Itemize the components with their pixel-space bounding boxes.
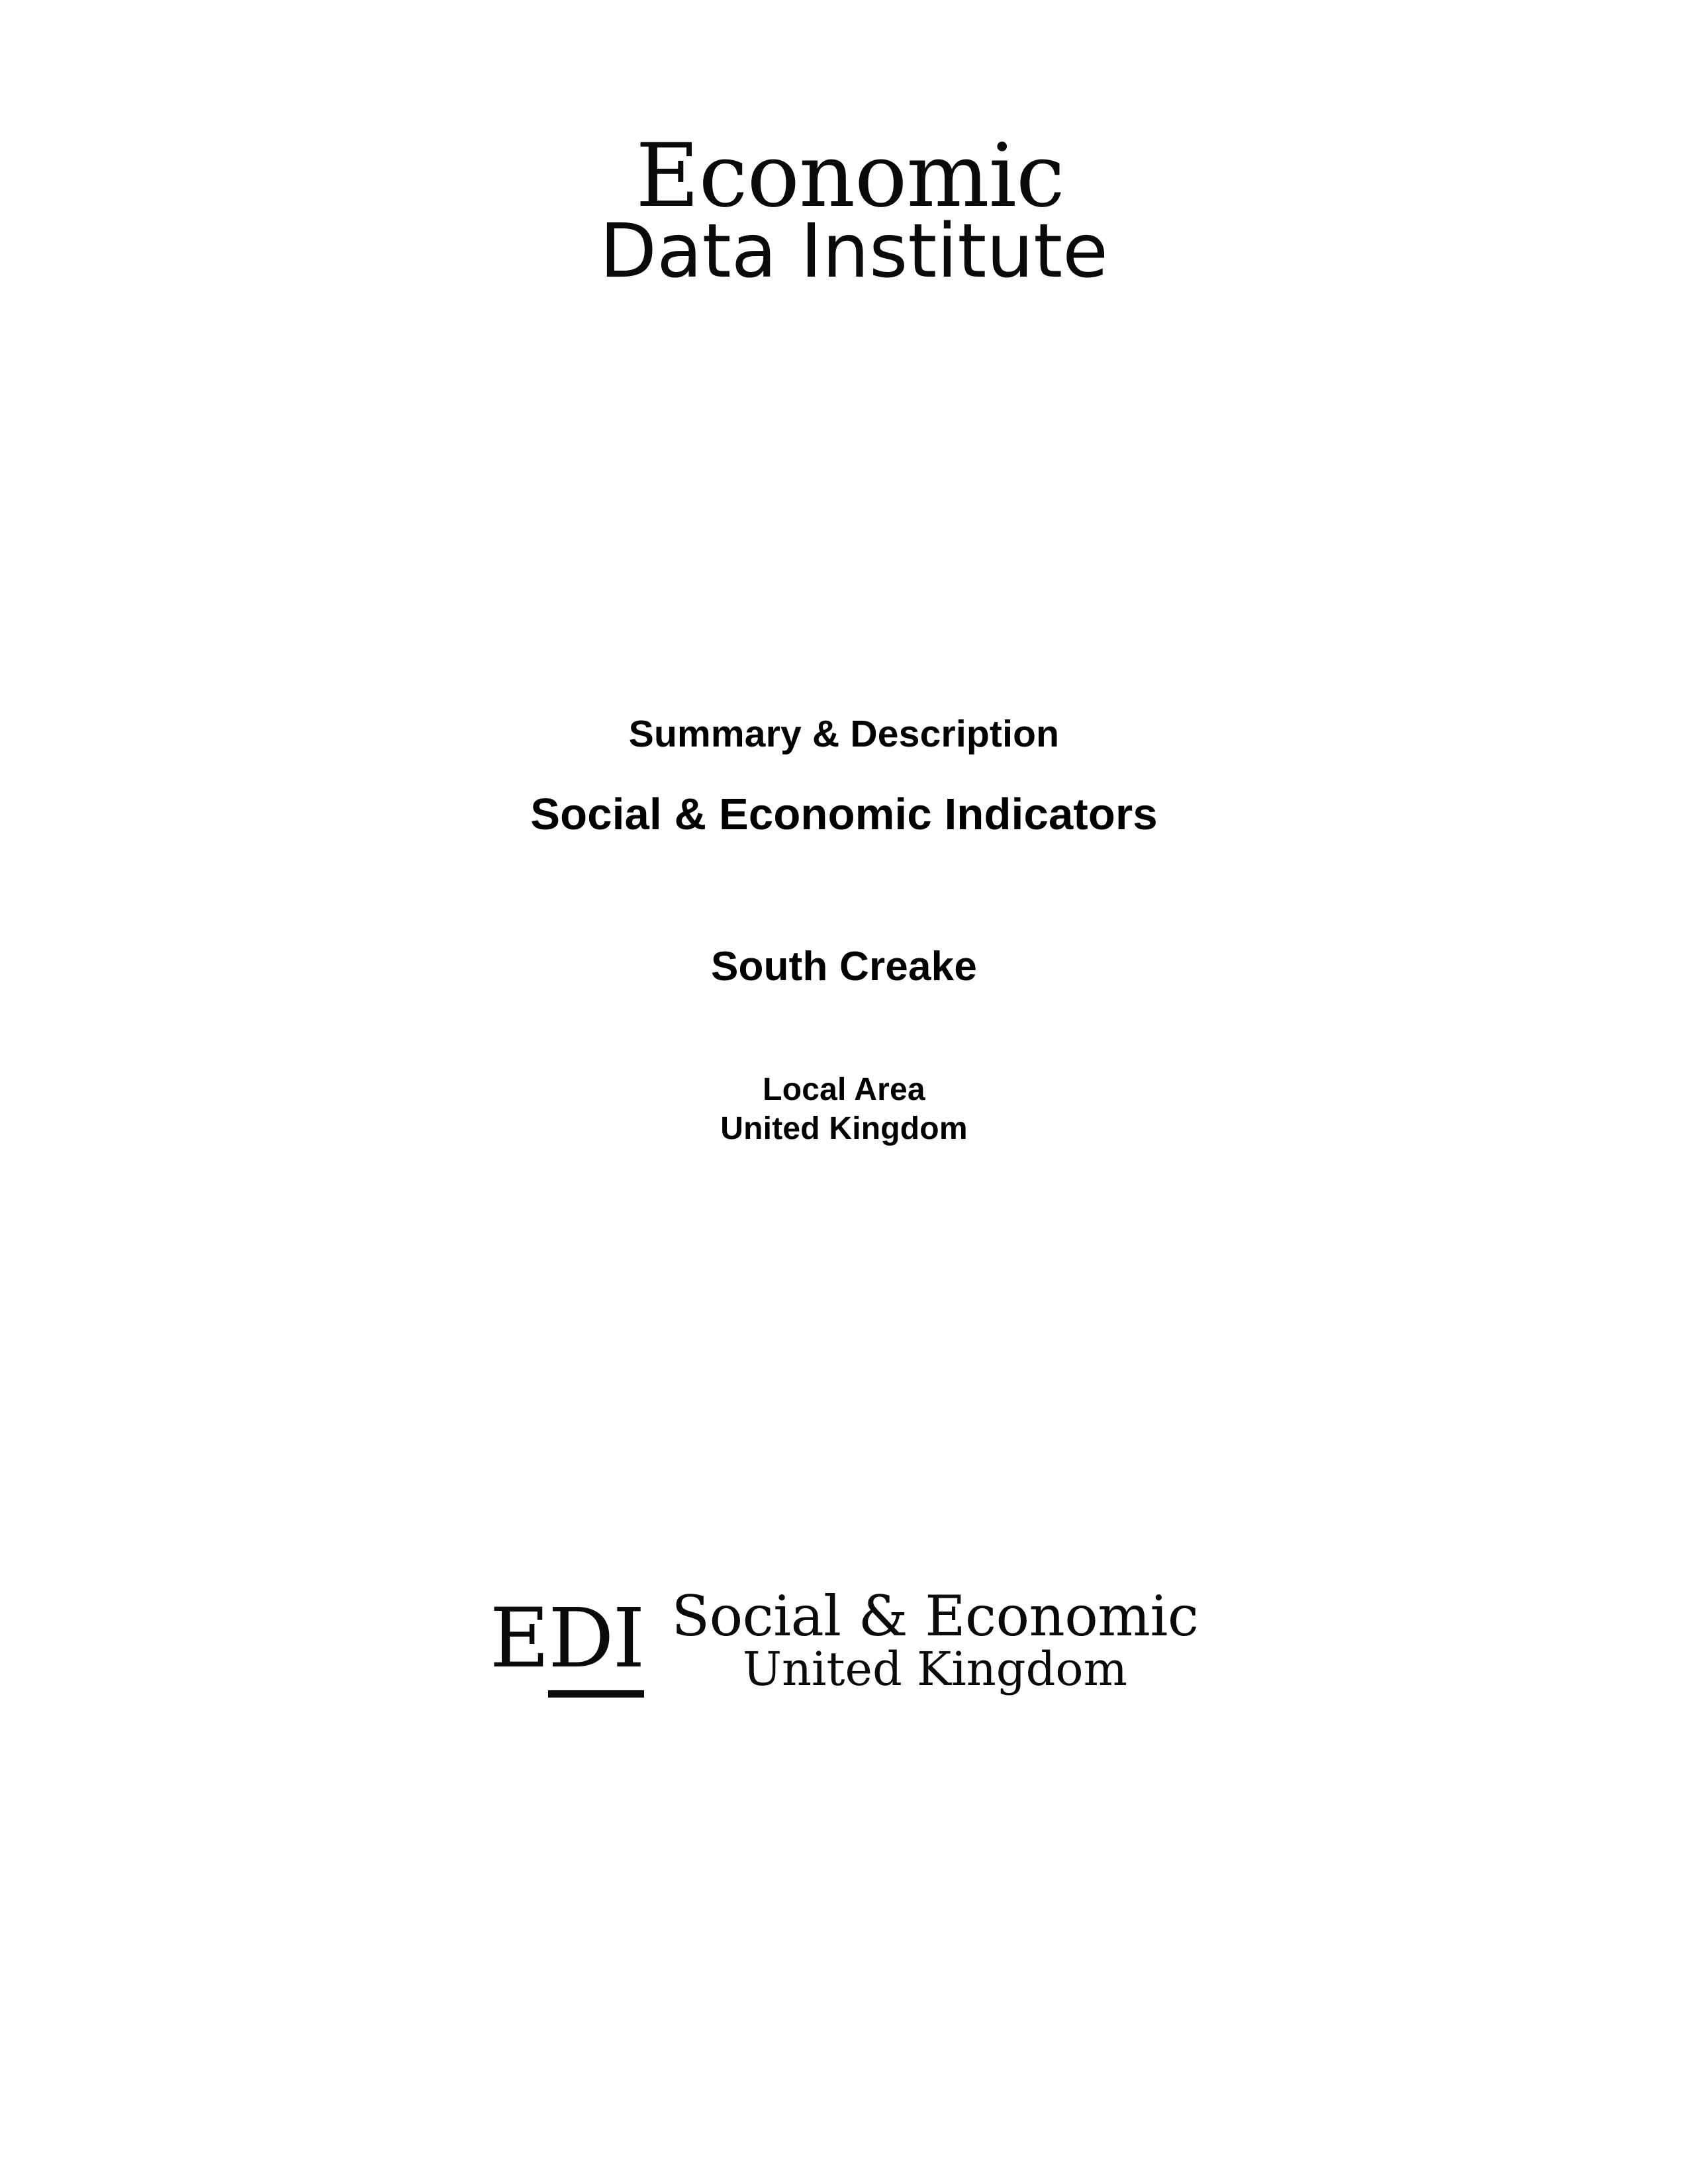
report-area-type: Local Area bbox=[763, 1072, 925, 1108]
report-country: United Kingdom bbox=[720, 1111, 968, 1146]
cover-title-block bbox=[0, 711, 1688, 1149]
edi-monogram-di: DI bbox=[548, 1591, 643, 1698]
edi-monogram-e: E bbox=[489, 1591, 549, 1686]
edi-monogram bbox=[489, 1591, 644, 1689]
publisher-logo-line-2: Data Institute bbox=[599, 208, 1109, 295]
report-title-indicators: Social & Economic Indicators bbox=[530, 790, 1158, 840]
report-area-name: South Creake bbox=[710, 943, 978, 989]
edi-wordmark bbox=[671, 1584, 1199, 1696]
edi-wordmark-line-2: United Kingdom bbox=[742, 1642, 1127, 1696]
publisher-logo-line-1: Economic bbox=[635, 125, 1064, 227]
edi-footer-logo bbox=[0, 1584, 1688, 1696]
publisher-logo bbox=[0, 125, 1688, 295]
edi-wordmark-line-1: Social & Economic bbox=[671, 1584, 1199, 1649]
report-subtitle-summary: Summary & Description bbox=[628, 713, 1060, 755]
